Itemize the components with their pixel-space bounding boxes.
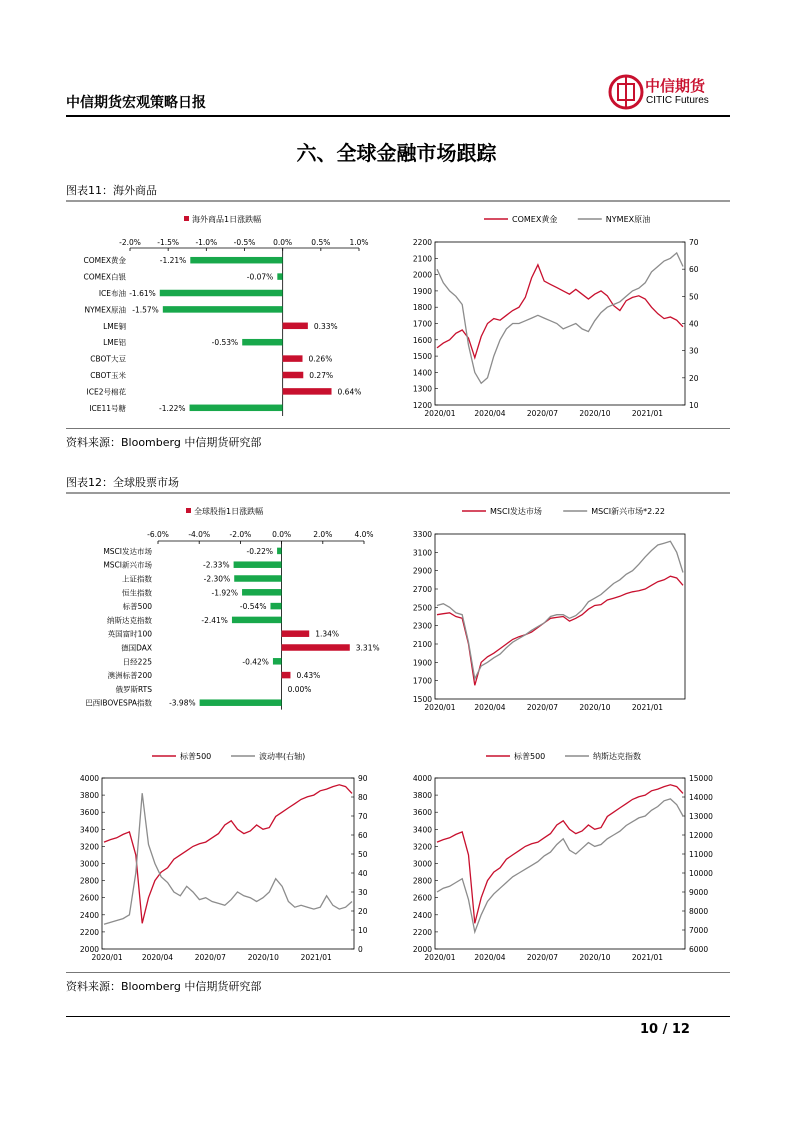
y-tick-label: 2200 bbox=[412, 927, 432, 937]
x-tick-label: 2020/04 bbox=[474, 703, 506, 712]
category-label: 日经225 bbox=[122, 657, 152, 667]
y-tick-label: 1700 bbox=[412, 676, 432, 686]
bar bbox=[273, 658, 282, 665]
legend-label: NYMEX原油 bbox=[605, 215, 651, 224]
figure-11-label: 图表11：海外商品 bbox=[66, 184, 157, 197]
y2-tick-label: 40 bbox=[358, 869, 368, 878]
y-tick-label: 3200 bbox=[79, 842, 99, 852]
figure-12-top-rule bbox=[66, 492, 730, 494]
legend-label: 波动率(右轴) bbox=[259, 752, 306, 761]
plot-frame bbox=[102, 778, 354, 949]
y2-tick-label: 7000 bbox=[689, 926, 709, 935]
y2-tick-label: 70 bbox=[689, 238, 699, 247]
category-label: MSCI新兴市场 bbox=[103, 560, 152, 570]
y2-tick-label: 30 bbox=[358, 888, 368, 897]
y2-tick-label: 12000 bbox=[689, 831, 713, 840]
y-tick-label: 3800 bbox=[79, 791, 99, 801]
y2-tick-label: 10 bbox=[689, 401, 699, 410]
x-tick-label: 2020/10 bbox=[579, 953, 611, 962]
sp500-nasdaq-line-chart bbox=[398, 742, 730, 964]
category-label: LME铝 bbox=[103, 338, 126, 348]
y-tick-label: 2000 bbox=[412, 945, 432, 954]
data-label: -2.33% bbox=[203, 560, 230, 570]
data-label: -1.57% bbox=[132, 305, 159, 315]
data-label: 0.26% bbox=[308, 354, 333, 364]
figure-12-bottom-rule bbox=[66, 972, 730, 973]
footer-rule bbox=[66, 1016, 730, 1017]
y2-tick-label: 20 bbox=[689, 373, 699, 383]
data-label: 1.34% bbox=[315, 629, 340, 639]
legend-label: 海外商品1日涨跌幅 bbox=[192, 215, 262, 224]
y-tick-label: 2900 bbox=[412, 566, 432, 576]
x-tick-label: 2020/07 bbox=[526, 703, 559, 712]
y-tick-label: 2400 bbox=[412, 910, 432, 920]
y-tick-label: 3300 bbox=[412, 530, 432, 539]
y-tick-label: 1300 bbox=[412, 384, 432, 394]
x-tick-label: 2020/01 bbox=[424, 953, 456, 962]
y-tick-label: 2200 bbox=[79, 927, 99, 937]
legend-label: 标普500 bbox=[180, 752, 212, 761]
y-tick-label: 2500 bbox=[412, 603, 432, 613]
y2-tick-label: 80 bbox=[358, 793, 368, 802]
category-label: COMEX黄金 bbox=[83, 256, 126, 266]
y2-tick-label: 9000 bbox=[689, 888, 709, 897]
data-label: -1.22% bbox=[158, 403, 186, 413]
legend-label: 纳斯达克指数 bbox=[593, 752, 641, 761]
y-tick-label: 2000 bbox=[79, 945, 99, 954]
series-line bbox=[437, 265, 683, 358]
y2-tick-label: 14000 bbox=[689, 793, 713, 802]
x-tick-label: 2020/07 bbox=[526, 953, 559, 962]
category-label: 巴西IBOVESPA指数 bbox=[85, 698, 152, 708]
bar bbox=[242, 339, 282, 346]
x-tick-label: 2020/04 bbox=[141, 953, 174, 962]
figure-11-source: 资料来源：Bloomberg 中信期货研究部 bbox=[66, 436, 262, 449]
data-label: -0.53% bbox=[211, 338, 239, 348]
figure-12-label: 图表12：全球股票市场 bbox=[66, 476, 179, 489]
category-label: 德国DAX bbox=[121, 643, 152, 653]
bar bbox=[242, 589, 282, 596]
equity-bar-chart bbox=[66, 498, 394, 714]
x-tick-label: 2020/01 bbox=[424, 703, 456, 712]
bar bbox=[190, 257, 282, 264]
bar bbox=[282, 630, 310, 637]
y2-tick-label: 20 bbox=[358, 907, 368, 916]
category-label: MSCI发达市场 bbox=[103, 546, 152, 556]
data-label: -2.41% bbox=[201, 615, 228, 625]
legend-label: COMEX黄金 bbox=[512, 215, 558, 224]
y-tick-label: 4000 bbox=[412, 774, 432, 783]
figure-12-source: 资料来源：Bloomberg 中信期货研究部 bbox=[66, 980, 262, 993]
y-tick-label: 1800 bbox=[412, 303, 432, 313]
header-rule bbox=[66, 115, 730, 117]
bar bbox=[283, 388, 332, 395]
legend-label: 全球股指1日涨跌幅 bbox=[194, 507, 264, 516]
x-tick-label: 2020/10 bbox=[579, 703, 611, 712]
y2-tick-label: 40 bbox=[689, 319, 699, 329]
y-tick-label: 3600 bbox=[412, 808, 432, 818]
series-line bbox=[437, 576, 683, 685]
bar bbox=[234, 561, 282, 568]
bar bbox=[282, 644, 350, 651]
data-label: -3.98% bbox=[169, 698, 196, 708]
bar bbox=[234, 575, 281, 582]
x-tick-label: 0.0% bbox=[272, 530, 292, 539]
x-tick-label: 2021/01 bbox=[631, 703, 664, 712]
y-tick-label: 3400 bbox=[412, 825, 432, 835]
x-tick-label: 2020/10 bbox=[247, 953, 279, 962]
category-label: 上证指数 bbox=[122, 574, 152, 584]
x-tick-label: 0.0% bbox=[273, 238, 293, 247]
y-tick-label: 1500 bbox=[412, 352, 432, 362]
x-tick-label: 0.5% bbox=[311, 238, 331, 247]
y-tick-label: 3400 bbox=[79, 825, 99, 835]
x-tick-label: -1.0% bbox=[195, 238, 218, 247]
plot-frame bbox=[435, 242, 685, 405]
logo-en: CITIC Futures bbox=[646, 95, 709, 106]
y-tick-label: 1900 bbox=[412, 286, 432, 296]
page-number: 10 / 12 bbox=[640, 1022, 690, 1037]
y-tick-label: 2000 bbox=[412, 270, 432, 280]
sp500-vix-line-chart bbox=[66, 742, 396, 964]
y2-tick-label: 50 bbox=[689, 292, 699, 302]
data-label: -0.22% bbox=[246, 546, 274, 556]
legend-label: 标普500 bbox=[514, 752, 546, 761]
x-tick-label: 2020/04 bbox=[474, 409, 506, 418]
x-tick-label: 4.0% bbox=[354, 530, 374, 539]
y-tick-label: 2800 bbox=[412, 876, 432, 886]
data-label: 0.00% bbox=[287, 684, 312, 694]
bar bbox=[282, 672, 291, 679]
y-tick-label: 2200 bbox=[412, 238, 432, 247]
category-label: LME铜 bbox=[103, 321, 126, 331]
bar bbox=[163, 306, 283, 313]
y-tick-label: 4000 bbox=[79, 774, 99, 783]
figure-11-top-rule bbox=[66, 200, 730, 202]
series-line bbox=[437, 253, 683, 383]
data-label: -1.21% bbox=[159, 256, 187, 266]
x-tick-label: 2020/07 bbox=[194, 953, 226, 962]
y2-tick-label: 60 bbox=[358, 831, 368, 840]
y-tick-label: 2400 bbox=[79, 910, 99, 920]
x-tick-label: -0.5% bbox=[233, 238, 256, 247]
report-title: 中信期货宏观策略日报 bbox=[66, 95, 206, 111]
y2-tick-label: 13000 bbox=[689, 812, 713, 821]
y-tick-label: 3600 bbox=[79, 808, 99, 818]
y-tick-label: 2100 bbox=[412, 254, 432, 264]
data-label: -1.92% bbox=[211, 588, 239, 598]
y-tick-label: 2700 bbox=[412, 585, 432, 594]
y-tick-label: 2600 bbox=[412, 893, 432, 903]
x-tick-label: 2020/01 bbox=[91, 953, 123, 962]
data-label: -1.61% bbox=[129, 289, 156, 298]
x-tick-label: 2021/01 bbox=[631, 409, 664, 418]
x-tick-label: -4.0% bbox=[188, 530, 211, 539]
series-line bbox=[104, 793, 352, 924]
category-label: NYMEX原油 bbox=[84, 305, 126, 315]
y-tick-label: 1900 bbox=[412, 658, 432, 668]
category-label: ICE11号糖 bbox=[89, 403, 126, 413]
msci-line-chart bbox=[398, 498, 730, 716]
legend-label: MSCI发达市场 bbox=[490, 507, 542, 516]
y2-tick-label: 11000 bbox=[689, 850, 713, 859]
bar bbox=[283, 355, 303, 362]
commodities-bar-chart bbox=[66, 204, 394, 420]
y2-tick-label: 0 bbox=[358, 945, 363, 954]
y-tick-label: 1700 bbox=[412, 319, 432, 329]
y2-tick-label: 10000 bbox=[689, 869, 713, 878]
category-label: COMEX白银 bbox=[83, 272, 126, 282]
data-label: 0.33% bbox=[313, 321, 338, 331]
category-label: 标普500 bbox=[122, 602, 152, 612]
y-tick-label: 3100 bbox=[412, 548, 432, 558]
y-tick-label: 3800 bbox=[412, 791, 432, 801]
category-label: CBOT玉米 bbox=[90, 371, 126, 380]
y2-tick-label: 90 bbox=[358, 774, 368, 783]
category-label: CBOT大豆 bbox=[90, 354, 126, 364]
y-tick-label: 2800 bbox=[79, 876, 99, 886]
series-line bbox=[437, 785, 683, 924]
legend-label: MSCI新兴市场*2.22 bbox=[591, 507, 665, 516]
y2-tick-label: 60 bbox=[689, 265, 699, 275]
y-tick-label: 2600 bbox=[79, 893, 99, 903]
category-label: 俄罗斯RTS bbox=[115, 684, 152, 694]
y2-tick-label: 70 bbox=[358, 812, 368, 821]
category-label: 澳洲标普200 bbox=[107, 671, 152, 681]
x-tick-label: -2.0% bbox=[119, 238, 141, 247]
x-tick-label: -6.0% bbox=[147, 530, 169, 539]
legend-swatch bbox=[186, 508, 191, 513]
y2-tick-label: 10 bbox=[358, 926, 368, 935]
data-label: 0.27% bbox=[309, 371, 334, 380]
data-label: 3.31% bbox=[355, 643, 380, 653]
category-label: 纳斯达克指数 bbox=[107, 615, 152, 625]
x-tick-label: 2020/07 bbox=[526, 409, 559, 418]
section-title: 六、全球金融市场跟踪 bbox=[296, 141, 497, 165]
y-tick-label: 3000 bbox=[79, 859, 99, 869]
x-tick-label: 2021/01 bbox=[300, 953, 332, 962]
x-tick-label: 2021/01 bbox=[631, 953, 664, 962]
bar bbox=[160, 290, 283, 297]
y-tick-label: 2300 bbox=[412, 621, 432, 631]
x-tick-label: 2020/10 bbox=[579, 409, 611, 418]
bar bbox=[232, 617, 282, 624]
category-label: 英国富时100 bbox=[107, 629, 152, 639]
category-label: ICE2号棉花 bbox=[86, 387, 126, 397]
bar bbox=[277, 548, 282, 555]
y2-tick-label: 8000 bbox=[689, 907, 709, 916]
data-label: -0.42% bbox=[242, 657, 269, 667]
y2-tick-label: 15000 bbox=[689, 774, 713, 783]
legend-swatch bbox=[184, 216, 189, 221]
y2-tick-label: 6000 bbox=[689, 945, 709, 954]
y2-tick-label: 30 bbox=[689, 346, 699, 356]
y-tick-label: 1400 bbox=[412, 368, 432, 378]
x-tick-label: 2.0% bbox=[313, 530, 333, 539]
category-label: ICE布油 bbox=[98, 289, 126, 298]
x-tick-label: 2020/01 bbox=[424, 409, 456, 418]
y-tick-label: 2100 bbox=[412, 640, 432, 649]
x-tick-label: 2020/04 bbox=[474, 953, 506, 962]
logo-cn: 中信期货 bbox=[645, 77, 706, 95]
y-tick-label: 1500 bbox=[412, 695, 432, 704]
bar bbox=[200, 699, 282, 706]
series-line bbox=[437, 541, 683, 679]
bar bbox=[283, 323, 308, 330]
y-tick-label: 1600 bbox=[412, 335, 432, 345]
x-tick-label: -1.5% bbox=[157, 238, 180, 247]
data-label: -2.30% bbox=[203, 574, 231, 584]
y2-tick-label: 50 bbox=[358, 850, 368, 859]
gold-oil-line-chart bbox=[398, 204, 730, 422]
bar bbox=[270, 603, 281, 610]
bar bbox=[283, 372, 304, 379]
data-label: -0.07% bbox=[246, 272, 274, 282]
y-tick-label: 1200 bbox=[412, 401, 432, 410]
data-label: 0.43% bbox=[296, 671, 321, 681]
citic-logo-icon bbox=[608, 74, 644, 110]
category-label: 恒生指数 bbox=[122, 588, 152, 598]
data-label: -0.54% bbox=[239, 602, 267, 612]
figure-11-bottom-rule bbox=[66, 428, 730, 429]
data-label: 0.64% bbox=[337, 387, 362, 397]
x-tick-label: 1.0% bbox=[349, 238, 369, 247]
y-tick-label: 3200 bbox=[412, 842, 432, 852]
bar bbox=[190, 405, 283, 412]
y-tick-label: 3000 bbox=[412, 859, 432, 869]
bar bbox=[277, 273, 282, 280]
x-tick-label: -2.0% bbox=[229, 530, 252, 539]
